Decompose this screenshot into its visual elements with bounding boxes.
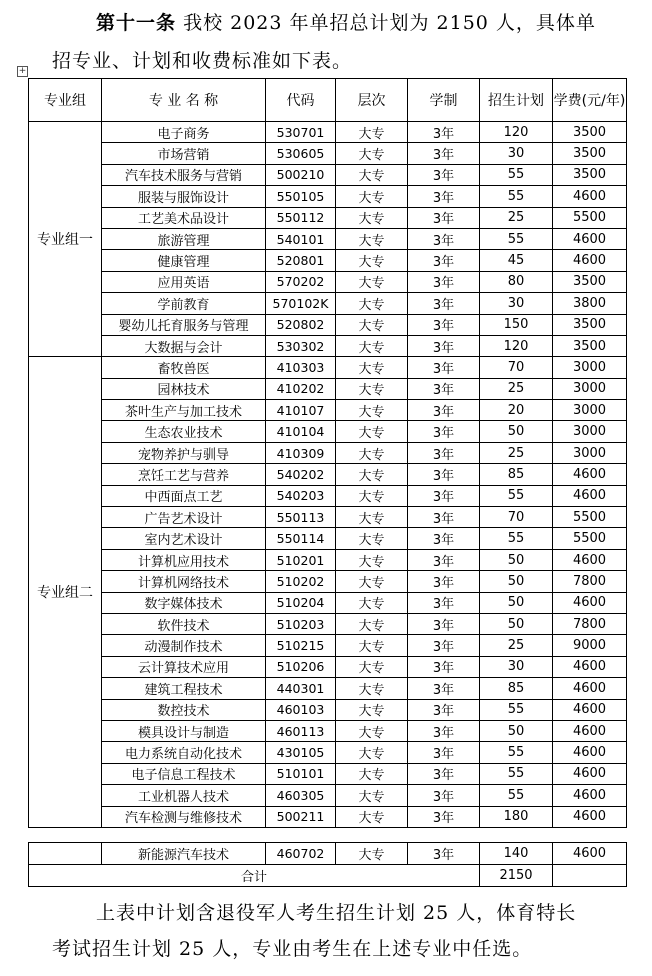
major-code: 510204	[266, 592, 336, 613]
quota: 80	[480, 271, 553, 292]
duration: 3年	[408, 806, 480, 827]
header-level: 层次	[336, 79, 408, 122]
quota: 25	[480, 207, 553, 228]
table-row	[29, 228, 627, 249]
duration: 3年	[408, 592, 480, 613]
quota: 180	[480, 806, 553, 827]
tuition: 4600	[553, 228, 627, 249]
table-row	[29, 464, 627, 485]
group-name-cell: 专业组二	[29, 357, 102, 828]
table-row	[29, 293, 627, 314]
major-name: 园林技术	[102, 378, 266, 399]
table-row	[29, 720, 627, 741]
level: 大专	[336, 122, 408, 143]
quota: 50	[480, 421, 553, 442]
major-name: 婴幼儿托育服务与管理	[102, 314, 266, 335]
level: 大专	[336, 806, 408, 827]
table-row	[29, 507, 627, 528]
duration: 3年	[408, 742, 480, 763]
tuition: 3000	[553, 442, 627, 463]
duration: 3年	[408, 122, 480, 143]
header-code: 代码	[266, 79, 336, 122]
duration: 3年	[408, 164, 480, 185]
quota: 55	[480, 528, 553, 549]
quota: 70	[480, 507, 553, 528]
major-name: 烹饪工艺与营养	[102, 464, 266, 485]
level: 大专	[336, 464, 408, 485]
table-row	[29, 164, 627, 185]
quota: 85	[480, 678, 553, 699]
tuition: 3000	[553, 400, 627, 421]
quota: 50	[480, 571, 553, 592]
table-row	[29, 656, 627, 677]
level: 大专	[336, 207, 408, 228]
level: 大专	[336, 143, 408, 164]
major-name: 市场营销	[102, 143, 266, 164]
major-code: 530701	[266, 122, 336, 143]
header-group: 专业组	[29, 79, 102, 122]
major-name: 汽车技术服务与营销	[102, 164, 266, 185]
quota: 50	[480, 613, 553, 634]
level: 大专	[336, 250, 408, 271]
tuition: 5500	[553, 507, 627, 528]
tuition: 4600	[553, 720, 627, 741]
quota: 85	[480, 464, 553, 485]
tuition: 4600	[553, 806, 627, 827]
major-name: 计算机网络技术	[102, 571, 266, 592]
major-code: 410202	[266, 378, 336, 399]
duration: 3年	[408, 186, 480, 207]
major-name: 学前教育	[102, 293, 266, 314]
major-name: 动漫制作技术	[102, 635, 266, 656]
table-row	[29, 143, 627, 164]
major-code: 550112	[266, 207, 336, 228]
tuition: 4600	[553, 656, 627, 677]
level: 大专	[336, 335, 408, 356]
major-name: 数字媒体技术	[102, 592, 266, 613]
tuition: 4600	[553, 742, 627, 763]
major-name: 大数据与会计	[102, 335, 266, 356]
enrollment-table-continued	[28, 842, 627, 887]
duration: 3年	[408, 785, 480, 806]
intro-text: 我校 2023 年单招总计划为 2150 人，具体单	[183, 12, 596, 34]
duration: 3年	[408, 335, 480, 356]
major-code: 570102K	[266, 293, 336, 314]
duration: 3年	[408, 656, 480, 677]
level: 大专	[336, 507, 408, 528]
table-row	[29, 122, 627, 143]
duration: 3年	[408, 571, 480, 592]
total-label: 合计	[29, 865, 480, 887]
quota: 25	[480, 635, 553, 656]
duration: 3年	[408, 763, 480, 784]
duration: 3年	[408, 314, 480, 335]
duration: 3年	[408, 678, 480, 699]
table-row	[29, 592, 627, 613]
level: 大专	[336, 763, 408, 784]
major-name: 广告艺术设计	[102, 507, 266, 528]
duration: 3年	[408, 464, 480, 485]
quota: 140	[480, 843, 553, 865]
level: 大专	[336, 613, 408, 634]
table-row	[29, 378, 627, 399]
table-row	[29, 250, 627, 271]
major-code: 540101	[266, 228, 336, 249]
major-code: 510202	[266, 571, 336, 592]
duration: 3年	[408, 485, 480, 506]
level: 大专	[336, 314, 408, 335]
tuition: 4600	[553, 549, 627, 570]
table-row	[29, 314, 627, 335]
duration: 3年	[408, 421, 480, 442]
level: 大专	[336, 742, 408, 763]
tuition: 4600	[553, 699, 627, 720]
major-code: 550114	[266, 528, 336, 549]
table-row	[29, 806, 627, 827]
duration: 3年	[408, 507, 480, 528]
tuition: 4600	[553, 485, 627, 506]
tuition: 5500	[553, 207, 627, 228]
quota: 50	[480, 720, 553, 741]
tuition: 3500	[553, 271, 627, 292]
table-row	[29, 485, 627, 506]
major-code: 510201	[266, 549, 336, 570]
level: 大专	[336, 442, 408, 463]
tuition: 4600	[553, 250, 627, 271]
level: 大专	[336, 592, 408, 613]
quota: 150	[480, 314, 553, 335]
tuition: 3000	[553, 357, 627, 378]
quota: 120	[480, 335, 553, 356]
major-code: 530605	[266, 143, 336, 164]
duration: 3年	[408, 549, 480, 570]
level: 大专	[336, 186, 408, 207]
table-row	[29, 763, 627, 784]
table-row	[29, 742, 627, 763]
major-name: 中西面点工艺	[102, 485, 266, 506]
level: 大专	[336, 485, 408, 506]
tuition: 3500	[553, 164, 627, 185]
quota: 25	[480, 442, 553, 463]
major-name: 旅游管理	[102, 228, 266, 249]
outro-line-2: 考试招生计划 25 人，专业由考生在上述专业中任选。	[52, 938, 533, 960]
major-code: 530302	[266, 335, 336, 356]
level: 大专	[336, 293, 408, 314]
major-code: 500210	[266, 164, 336, 185]
tuition: 3000	[553, 421, 627, 442]
duration: 3年	[408, 207, 480, 228]
total-tuition-empty	[553, 865, 627, 887]
duration: 3年	[408, 357, 480, 378]
duration: 3年	[408, 378, 480, 399]
major-code: 510215	[266, 635, 336, 656]
level: 大专	[336, 549, 408, 570]
major-name: 生态农业技术	[102, 421, 266, 442]
major-code: 460113	[266, 720, 336, 741]
total-row	[29, 865, 627, 887]
major-name: 应用英语	[102, 271, 266, 292]
duration: 3年	[408, 613, 480, 634]
table-row	[29, 785, 627, 806]
quota: 30	[480, 143, 553, 164]
major-code: 460103	[266, 699, 336, 720]
level: 大专	[336, 678, 408, 699]
tuition: 4600	[553, 763, 627, 784]
level: 大专	[336, 400, 408, 421]
enrollment-table	[28, 78, 627, 828]
major-code: 550105	[266, 186, 336, 207]
table-row	[29, 442, 627, 463]
table-row	[29, 186, 627, 207]
major-name: 软件技术	[102, 613, 266, 634]
duration: 3年	[408, 699, 480, 720]
major-code: 430105	[266, 742, 336, 763]
group-name-cell: 专业组一	[29, 122, 102, 357]
table-header-row	[29, 79, 627, 122]
major-code: 540202	[266, 464, 336, 485]
table-row	[29, 843, 627, 865]
major-name: 室内艺术设计	[102, 528, 266, 549]
duration: 3年	[408, 271, 480, 292]
table-row	[29, 207, 627, 228]
header-duration: 学制	[408, 79, 480, 122]
major-name: 建筑工程技术	[102, 678, 266, 699]
tuition: 3500	[553, 335, 627, 356]
tuition: 5500	[553, 528, 627, 549]
level: 大专	[336, 421, 408, 442]
tuition: 4600	[553, 785, 627, 806]
quota: 20	[480, 400, 553, 421]
major-code: 440301	[266, 678, 336, 699]
quota: 55	[480, 164, 553, 185]
tuition: 4600	[553, 464, 627, 485]
duration: 3年	[408, 442, 480, 463]
tuition: 3500	[553, 143, 627, 164]
major-name: 电子信息工程技术	[102, 763, 266, 784]
quota: 70	[480, 357, 553, 378]
table-row	[29, 357, 627, 378]
duration: 3年	[408, 228, 480, 249]
level: 大专	[336, 656, 408, 677]
level: 大专	[336, 357, 408, 378]
level: 大专	[336, 378, 408, 399]
group-name-cell-continued	[29, 843, 102, 865]
quota: 30	[480, 656, 553, 677]
major-name: 汽车检测与维修技术	[102, 806, 266, 827]
quota: 55	[480, 186, 553, 207]
major-name: 电力系统自动化技术	[102, 742, 266, 763]
major-code: 550113	[266, 507, 336, 528]
tuition: 7800	[553, 613, 627, 634]
major-code: 510101	[266, 763, 336, 784]
quota: 50	[480, 592, 553, 613]
table-row	[29, 528, 627, 549]
major-code: 510206	[266, 656, 336, 677]
quota: 55	[480, 228, 553, 249]
tuition: 7800	[553, 571, 627, 592]
header-major-name: 专 业 名 称	[102, 79, 266, 122]
major-name: 电子商务	[102, 122, 266, 143]
tuition: 4600	[553, 186, 627, 207]
level: 大专	[336, 699, 408, 720]
major-name: 工业机器人技术	[102, 785, 266, 806]
tuition: 3000	[553, 378, 627, 399]
major-name: 工艺美术品设计	[102, 207, 266, 228]
duration: 3年	[408, 143, 480, 164]
duration: 3年	[408, 293, 480, 314]
major-code: 540203	[266, 485, 336, 506]
intro-line-2: 招专业、计划和收费标准如下表。	[52, 50, 353, 72]
table-row	[29, 400, 627, 421]
quota: 50	[480, 549, 553, 570]
duration: 3年	[408, 635, 480, 656]
level: 大专	[336, 164, 408, 185]
tuition: 3500	[553, 122, 627, 143]
major-name: 服装与服饰设计	[102, 186, 266, 207]
duration: 3年	[408, 400, 480, 421]
tuition: 4600	[553, 678, 627, 699]
quota: 30	[480, 293, 553, 314]
tuition: 4600	[553, 843, 627, 865]
tuition: 9000	[553, 635, 627, 656]
major-code: 410107	[266, 400, 336, 421]
tuition: 3500	[553, 314, 627, 335]
quota: 25	[480, 378, 553, 399]
major-code: 460305	[266, 785, 336, 806]
major-name: 新能源汽车技术	[102, 843, 266, 865]
major-name: 畜牧兽医	[102, 357, 266, 378]
table-row	[29, 613, 627, 634]
major-code: 460702	[266, 843, 336, 865]
major-name: 健康管理	[102, 250, 266, 271]
major-code: 570202	[266, 271, 336, 292]
table-row	[29, 635, 627, 656]
header-quota: 招生计划	[480, 79, 553, 122]
quota: 55	[480, 485, 553, 506]
major-code: 410104	[266, 421, 336, 442]
quota: 55	[480, 785, 553, 806]
table-row	[29, 549, 627, 570]
level: 大专	[336, 571, 408, 592]
table-row	[29, 335, 627, 356]
table-row	[29, 421, 627, 442]
quota: 120	[480, 122, 553, 143]
quota: 55	[480, 699, 553, 720]
total-value: 2150	[480, 865, 553, 887]
quota: 45	[480, 250, 553, 271]
quota: 55	[480, 742, 553, 763]
header-tuition: 学费(元/年)	[553, 79, 627, 122]
outro-line-1: 上表中计划含退役军人考生招生计划 25 人，体育特长	[96, 902, 577, 924]
table-row	[29, 678, 627, 699]
major-code: 410309	[266, 442, 336, 463]
level: 大专	[336, 228, 408, 249]
major-name: 数控技术	[102, 699, 266, 720]
major-code: 510203	[266, 613, 336, 634]
table-row	[29, 571, 627, 592]
level: 大专	[336, 271, 408, 292]
level: 大专	[336, 635, 408, 656]
intro-line-1	[96, 8, 652, 35]
duration: 3年	[408, 250, 480, 271]
duration: 3年	[408, 528, 480, 549]
tuition: 3800	[553, 293, 627, 314]
level: 大专	[336, 720, 408, 741]
table-move-handle-icon[interactable]: +	[18, 66, 27, 76]
major-name: 计算机应用技术	[102, 549, 266, 570]
major-code: 500211	[266, 806, 336, 827]
major-name: 云计算技术应用	[102, 656, 266, 677]
major-name: 茶叶生产与加工技术	[102, 400, 266, 421]
level: 大专	[336, 843, 408, 865]
major-code: 520802	[266, 314, 336, 335]
level: 大专	[336, 528, 408, 549]
major-code: 520801	[266, 250, 336, 271]
tuition: 4600	[553, 592, 627, 613]
table-row	[29, 699, 627, 720]
duration: 3年	[408, 843, 480, 865]
major-code: 410303	[266, 357, 336, 378]
table-row	[29, 271, 627, 292]
major-name: 模具设计与制造	[102, 720, 266, 741]
major-name: 宠物养护与驯导	[102, 442, 266, 463]
duration: 3年	[408, 720, 480, 741]
quota: 55	[480, 763, 553, 784]
level: 大专	[336, 785, 408, 806]
article-number: 第十一条	[96, 12, 177, 34]
